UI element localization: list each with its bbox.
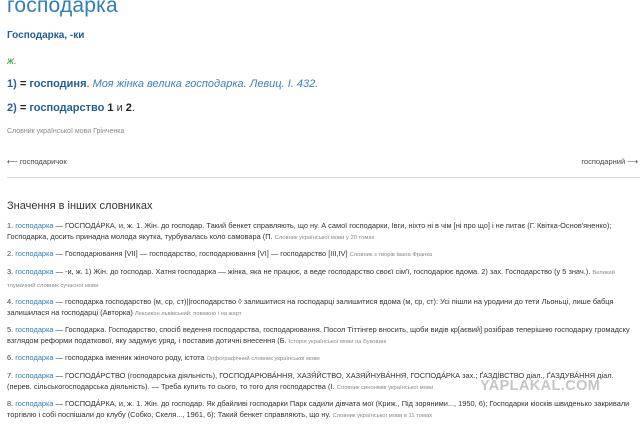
prev-word-link[interactable]: ⟵ господаричок bbox=[7, 157, 67, 166]
other-dictionaries-list bbox=[7, 220, 637, 426]
other-dictionaries-title: Значення в інших словниках bbox=[7, 200, 153, 212]
entry-link[interactable]: господарка bbox=[15, 296, 54, 306]
entry-text: — -и, ж. 1) Жін. до господар. Хатня господарка — жінка, яка не працює, а веде господарство своєї сім'ї, господарює вдома. 2) зах. Господарство (у 5 знач.). bbox=[53, 266, 593, 276]
entry-text: — ГОСПОДА́РКА, и, ж. 1. Жін. до господар. Як дбайливі господарки Парк садили дівчата мої (Криж., Під зоряними..., 1950, 6); Господарки кіосків швиденько закривали торгівлю і собі поспішали до клубу (Собко, Скеля..., 1961, 6); Такий бенкет справляють, що ну. bbox=[7, 399, 630, 420]
entry-source[interactable]: Історія української мови на Буковині bbox=[288, 339, 387, 346]
entry-link[interactable]: господарка bbox=[15, 325, 54, 335]
list-item bbox=[7, 398, 637, 422]
gender-label: ж. bbox=[7, 56, 17, 67]
entry-link[interactable]: господарка bbox=[15, 353, 54, 363]
sense-ref-2: 2 bbox=[125, 102, 132, 114]
sense-eq: = bbox=[16, 78, 30, 90]
entry-number: 4. bbox=[7, 296, 16, 306]
list-item bbox=[7, 352, 637, 365]
entry-text: — Господарювання [VII] — господарство, господарювання [VI] — господарство [III,IV] bbox=[53, 249, 350, 259]
sense-ref-1: 1 bbox=[104, 102, 114, 114]
entry-text: — ГОСПОДА́РКА, и, ж. 1. Жін. до господар. Такий бенкет справляють, що ну. А самої господарки, Івги, ніхто ні в чім [ні про що] і не питає (Г. Квітка-Основ'яненко); Господарка, досить принадна молода якутка, турбувалась коло самовара (П. bbox=[7, 221, 612, 241]
divider bbox=[7, 177, 640, 178]
list-item bbox=[7, 248, 637, 261]
next-word-link[interactable]: господарний ⟶ bbox=[581, 157, 638, 166]
entry-source[interactable]: Словник української мови у 20 томах bbox=[274, 235, 375, 241]
sense-link-gospodynia[interactable]: господиня bbox=[29, 78, 87, 90]
watermark: YAPLAKAL.COM bbox=[480, 378, 601, 394]
entry-source[interactable]: Лексикон львівський: поважно і на жарт bbox=[134, 310, 242, 317]
list-item bbox=[7, 266, 637, 292]
entry-link[interactable]: господарка bbox=[15, 221, 54, 230]
entry-text: — Господарка. Господарство, спосіб ведення господарства, господарювання. Посол Тіттінгер вносить, щоби видів кр[аєвий] розібрав теперішню господарку громадску взглядом реформи податкової, яку задумує уряд, і поставив дотичні внесення (Б. bbox=[7, 325, 630, 346]
sense-example: Моя жінка велика господарка. Левиц. І. 432. bbox=[89, 78, 319, 90]
entry-number: 8. bbox=[7, 399, 16, 409]
list-item bbox=[7, 324, 637, 348]
entry-text: — господарка іменник жіночого роду, істота bbox=[53, 353, 207, 363]
sense-1 bbox=[7, 78, 318, 90]
entry-link[interactable]: господарка bbox=[15, 399, 54, 409]
entry-number: 6. bbox=[7, 353, 16, 363]
entry-source[interactable]: Словник української мови в 11 томах bbox=[332, 413, 433, 420]
sense-number: 1) bbox=[7, 78, 17, 90]
entry-text: — ГОСПОДА́РСТВО (господарська діяльність), ГОСПОДАРЮВА́ННЯ, ХАЗЯ́ЙСТВО, ХАЗЯЙНУВА́ННЯ, ГОСПОДА́РКА зах.; ҐАЗДІ́ВСТВО діал., ҐАЗДУВА́ННЯ діал. (перев. сільськогосподарська діяльність). — Треба купить то сього, то того для господарства (І. bbox=[7, 370, 614, 391]
headword: Господарка, -ки bbox=[7, 30, 85, 41]
entry-source[interactable]: Великий тлумачний словник сучасної мови bbox=[7, 269, 615, 289]
entry-source[interactable]: Орфографічний словник української мови bbox=[206, 356, 320, 363]
entry-number: 5. bbox=[7, 325, 16, 335]
list-item bbox=[7, 220, 637, 244]
entry-link[interactable]: господарка bbox=[15, 266, 54, 276]
sense-end: . bbox=[131, 102, 135, 114]
entry-link[interactable]: господарка bbox=[15, 249, 54, 259]
entry-number: 3. bbox=[7, 266, 16, 276]
list-item bbox=[7, 296, 637, 320]
entry-number: 1. bbox=[7, 221, 16, 230]
entry-source[interactable]: Словник з творів Івана Франка bbox=[349, 252, 433, 259]
entry-number: 7. bbox=[7, 370, 16, 380]
source-label: Словник української мови Грінченка bbox=[7, 128, 125, 135]
sense-number: 2) bbox=[7, 102, 17, 114]
sense-2 bbox=[7, 102, 135, 114]
entry-text: — господарка господарство (м, ср, ст)||господарство ◊ залишитися на господарці залишитися вдома (м, ср, ст): Усі пішли на уродини до тети Льоньці, лише бабця залишилася на господарці (Авторка) bbox=[7, 296, 614, 317]
entry-source[interactable]: Словник синонімів української мови bbox=[336, 384, 434, 391]
sense-dot: . bbox=[86, 78, 90, 90]
sense-eq: = bbox=[16, 102, 30, 114]
entry-number: 2. bbox=[7, 249, 16, 259]
sense-conj: и bbox=[113, 102, 126, 114]
sense-link-gospodarstvo[interactable]: господарство bbox=[29, 102, 105, 114]
page-title: господарка bbox=[7, 0, 118, 17]
entry-link[interactable]: господарка bbox=[15, 370, 54, 380]
